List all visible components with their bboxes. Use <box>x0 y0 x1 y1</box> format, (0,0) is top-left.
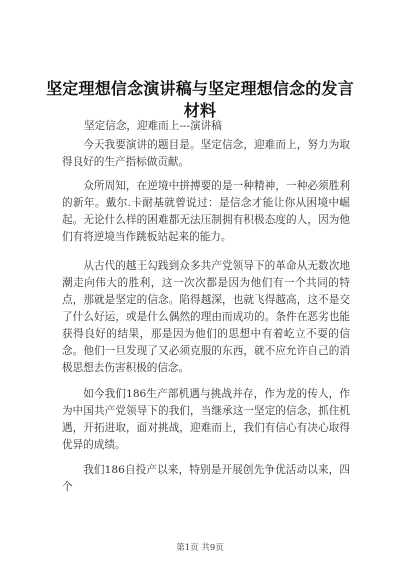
body-paragraph-4: 如今我们186生产部机遇与挑战并存，作为龙的传人，作为中国共产党领导下的我们，当继承这一坚定的信念，抓住机遇，开拓进取，面对挑战，迎难而上，我们有信心有决心取得优异的成绩。 <box>62 388 350 451</box>
body-paragraph-1: 今天我要演讲的题目是。坚定信念，迎难而上，努力为取得良好的生产指标做贡献。 <box>62 139 350 168</box>
body-paragraph-5: 我们186自投产以来，特别是开展创先争优活动以来，四个 <box>62 464 350 493</box>
page-footer: 第1页 共9页 <box>176 543 224 553</box>
body-paragraph-2: 众所周知，在逆境中拼搏要的是一种精神，一种必须胜利的新年。戴尔.卡耐基就曾说过：是信念才能让你从困境中崛起。无论什么样的困难都无法压制拥有积极态度的人，因为他们有将逆境当作跳板站起来的能力。 <box>62 180 350 243</box>
subtitle-paragraph: 坚定信念，迎难而上---演讲稿 <box>84 120 222 132</box>
body-paragraph-3: 从古代的越王勾践到众多共产党领导下的革命从无数次地潮走向伟大的胜利，这一次次都是因为他们有一个共同的特点，那就是坚定的信念。陷得越深，也就飞得越高，这不是交了什么好运，或是什么偶然的理由而成功的。条件在恶劣也能获得良好的结果，那是因为他们的思想中有着屹立不耍的信念。他们一旦发现了又必须克服的东西，就不应允许自己的消极思想去伤害积极的信念。 <box>62 260 350 374</box>
document-title: 坚定理想信念演讲稿与坚定理想信念的发言材料 <box>46 79 354 120</box>
